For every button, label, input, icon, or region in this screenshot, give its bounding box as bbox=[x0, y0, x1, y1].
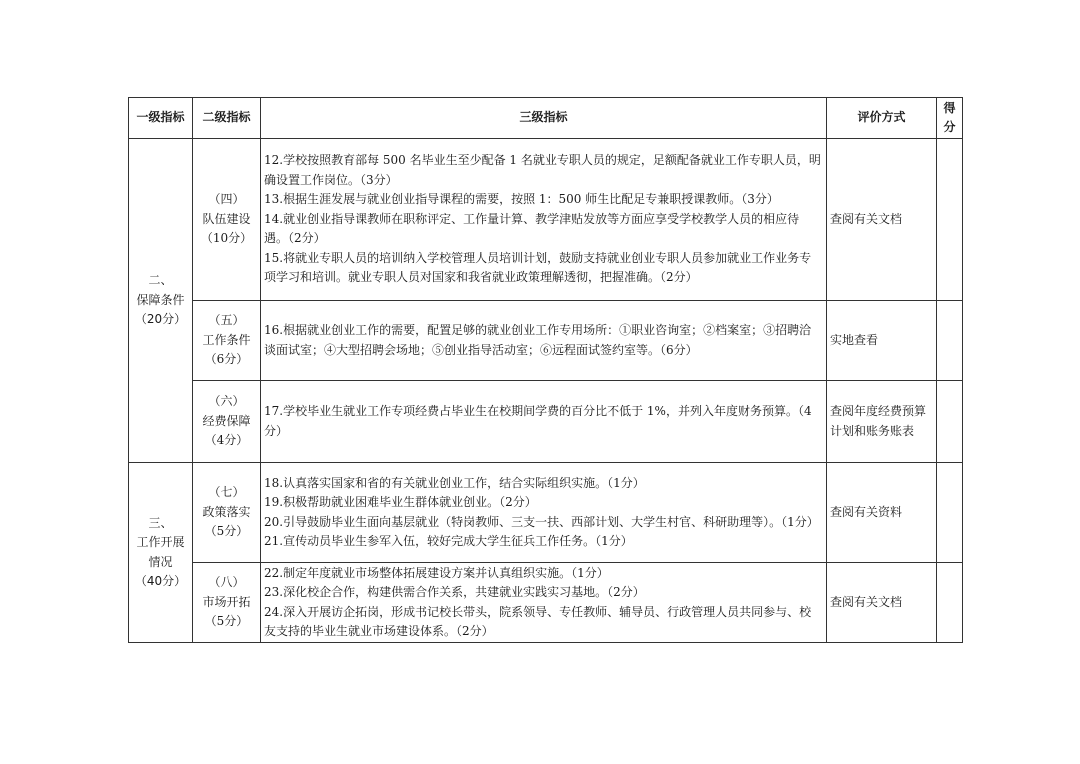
level2-points: （10分） bbox=[200, 231, 253, 246]
level2-title: 政策落实 bbox=[202, 504, 251, 519]
indicator-item: 19.积极帮助就业困难毕业生群体就业创业。（2分） bbox=[264, 495, 537, 509]
indicator-item: 23.深化校企合作，构建供需合作关系，共建就业实践实习基地。（2分） bbox=[264, 585, 645, 599]
indicator-item: 16.根据就业创业工作的需要，配置足够的就业创业工作专用场所：①职业咨询室；②档案室；③招聘洽谈面试室；④大型招聘会场地；⑤创业指导活动室；⑥远程面试签约室等。（6分） bbox=[264, 323, 812, 357]
table-row bbox=[129, 563, 963, 643]
evaluation-method: 查阅有关文档 bbox=[827, 563, 937, 643]
level2-points: （5分） bbox=[204, 614, 249, 629]
indicator-item: 22.制定年度就业市场整体拓展建设方案并认真组织实施。（1分） bbox=[264, 565, 609, 580]
level3-cell bbox=[261, 139, 827, 301]
level2-points: （4分） bbox=[204, 433, 249, 448]
score-cell[interactable] bbox=[937, 381, 963, 463]
level2-cell bbox=[193, 381, 261, 463]
header-method: 评价方式 bbox=[827, 98, 937, 139]
score-cell[interactable] bbox=[937, 301, 963, 381]
level2-number: （四） bbox=[208, 192, 245, 207]
indicator-item: 12.学校按照教育部每 500 名毕业生至少配备 1 名就业专职人员的规定，足额配备就业工作专职人员，明确设置工作岗位。（3分） bbox=[264, 153, 821, 187]
level1-title: 保障条件 bbox=[136, 292, 185, 307]
header-level1: 一级指标 bbox=[129, 98, 193, 139]
level3-cell bbox=[261, 463, 827, 563]
header-level3: 三级指标 bbox=[261, 98, 827, 139]
indicator-item: 18.认真落实国家和省的有关就业创业工作，结合实际组织实施。（1分） bbox=[264, 475, 645, 490]
level1-title: 工作开展情况 bbox=[136, 535, 185, 569]
header-score: 得分 bbox=[937, 98, 963, 139]
evaluation-method: 查阅年度经费预算计划和账务账表 bbox=[827, 381, 937, 463]
level2-points: （6分） bbox=[204, 352, 249, 367]
level3-cell bbox=[261, 563, 827, 643]
score-cell[interactable] bbox=[937, 463, 963, 563]
indicator-item: 15.将就业专职人员的培训纳入学校管理人员培训计划，鼓励支持就业创业专职人员参加就业工作业务专项学习和培训。就业专职人员对国家和我省就业政策理解透彻，把握准确。（2分） bbox=[264, 250, 812, 285]
level1-number: 三、 bbox=[148, 515, 173, 530]
level3-cell bbox=[261, 301, 827, 381]
level2-cell bbox=[193, 563, 261, 643]
level2-number: （八） bbox=[208, 575, 245, 590]
level2-points: （5分） bbox=[204, 524, 249, 539]
level3-cell bbox=[261, 381, 827, 463]
level2-number: （五） bbox=[208, 313, 245, 328]
evaluation-method: 实地查看 bbox=[827, 301, 937, 381]
table-row bbox=[129, 301, 963, 381]
level2-title: 队伍建设 bbox=[202, 211, 251, 226]
indicator-item: 17.学校毕业生就业工作专项经费占毕业生在校期间学费的百分比不低于 1%，并列入年度财务预算。（4分） bbox=[264, 404, 812, 438]
level1-points: （20分） bbox=[134, 312, 187, 327]
level2-cell bbox=[193, 463, 261, 563]
level1-points: （40分） bbox=[134, 574, 187, 588]
indicator-item: 24.深入开展访企拓岗，形成书记校长带头，院系领导、专任教师、辅导员、行政管理人员共同参与、校友支持的毕业生就业市场建设体系。（2分） bbox=[264, 604, 812, 638]
header-level2: 二级指标 bbox=[193, 98, 261, 139]
score-cell[interactable] bbox=[937, 139, 963, 301]
evaluation-method: 查阅有关资料 bbox=[827, 463, 937, 563]
indicator-item: 20.引导鼓励毕业生面向基层就业（特岗教师、三支一扶、西部计划、大学生村官、科研助理等）。（1分） bbox=[264, 514, 819, 529]
level2-cell bbox=[193, 301, 261, 381]
level2-title: 经费保障 bbox=[202, 413, 251, 428]
level2-title: 市场开拓 bbox=[202, 594, 251, 609]
level1-number: 二、 bbox=[148, 273, 173, 288]
level2-title: 工作条件 bbox=[202, 332, 251, 347]
indicator-item: 21.宣传动员毕业生参军入伍，较好完成大学生征兵工作任务。（1分） bbox=[264, 534, 633, 548]
level1-cell bbox=[129, 139, 193, 463]
level2-cell bbox=[193, 139, 261, 301]
table-row bbox=[129, 381, 963, 463]
level2-number: （七） bbox=[208, 485, 245, 500]
evaluation-table bbox=[128, 97, 963, 643]
indicator-item: 13.根据生涯发展与就业创业指导课程的需要，按照 1：500 师生比配足专兼职授课教师。（3分） bbox=[264, 192, 779, 207]
table-row bbox=[129, 463, 963, 563]
header-row bbox=[129, 98, 963, 139]
indicator-item: 14.就业创业指导课教师在职称评定、工作量计算、教学津贴发放等方面应享受学校教学人员的相应待遇。（2分） bbox=[264, 211, 800, 246]
table-row bbox=[129, 139, 963, 301]
level2-number: （六） bbox=[208, 394, 245, 409]
score-cell[interactable] bbox=[937, 563, 963, 643]
level1-cell bbox=[129, 463, 193, 643]
evaluation-method: 查阅有关文档 bbox=[827, 139, 937, 301]
